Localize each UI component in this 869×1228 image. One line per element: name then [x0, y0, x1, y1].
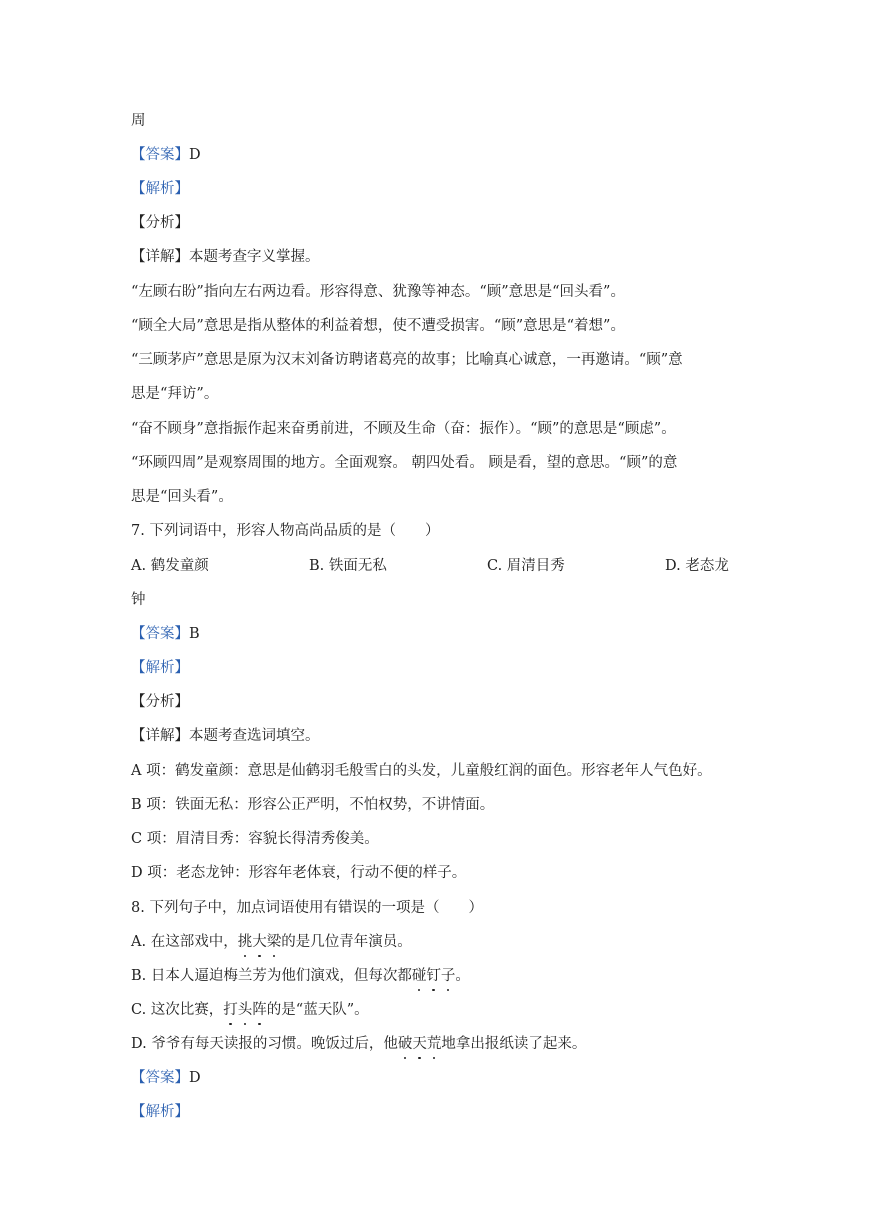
q7-explanation-line: B 项：铁面无私：形容公正严明，不怕权势，不讲情面。 [131, 797, 495, 813]
answer-tag: 【答案】 [131, 147, 189, 163]
q7-option-b: B. 铁面无私 [309, 558, 387, 574]
q8-option-a [131, 932, 751, 952]
dotted-char: 大 [252, 934, 267, 950]
dotted-char: 碰 [411, 968, 427, 984]
q8-stem: 8. 下列句子中，加点词语使用有错误的一项是（ ） [131, 900, 483, 916]
answer-value: D [189, 1070, 201, 1086]
answer-value: B [189, 626, 200, 642]
q6-answer [131, 145, 751, 165]
q6-fenxi-tag: 【分析】 [131, 215, 189, 231]
dotted-char: 梁 [266, 934, 282, 950]
dotted-char: 挑 [237, 934, 253, 950]
q6-xiangjie [131, 247, 751, 267]
q6-jiexi-tag: 【解析】 [131, 181, 189, 197]
q6-explanation-line: 思是“回头看”。 [131, 489, 233, 505]
q7-option-a: A. 鹤发童颜 [131, 558, 209, 574]
q7-explanation-line: C 项：眉清目秀：容貌长得清秀俊美。 [131, 831, 379, 847]
dotted-char: 破 [397, 1036, 413, 1052]
q8-option-c [131, 1000, 751, 1020]
answer-value: D [189, 147, 201, 163]
option-text: 。 [455, 968, 470, 984]
dotted-char: 头 [237, 1002, 253, 1018]
q7-answer [131, 624, 751, 644]
xiangjie-text: 本题考查字义掌握。 [189, 249, 320, 265]
dotted-char: 打 [223, 1002, 238, 1018]
xiangjie-tag: 【详解】 [131, 728, 189, 744]
dotted-char: 钉 [426, 968, 441, 984]
q7-fenxi-tag: 【分析】 [131, 694, 189, 710]
q6-explanation-line: 思是“拜访”。 [131, 386, 219, 402]
option-text: 地拿出报纸读了起来。 [441, 1036, 587, 1052]
q6-explanation-line: “三顾茅庐”意思是原为汉末刘备访聘诸葛亮的故事；比喻真心诚意，一再邀请。“顾”意 [131, 352, 683, 368]
q7-explanation-line: D 项：老态龙钟：形容年老体衰，行动不便的样子。 [131, 865, 467, 881]
q8-jiexi-tag: 【解析】 [131, 1104, 189, 1120]
q7-explanation-line: A 项：鹤发童颜：意思是仙鹤羽毛般雪白的头发，儿童般红润的面色。形容老年人气色好。 [131, 763, 712, 779]
answer-tag: 【答案】 [131, 626, 189, 642]
option-text: A. 在这部戏中， [131, 934, 238, 950]
q7-stem: 7. 下列词语中，形容人物高尚品质的是（ ） [131, 523, 440, 539]
top-fragment: 周 [131, 113, 146, 129]
q6-explanation-line: “顾全大局”意思是指从整体的利益着想，使不遭受损害。“顾”意思是“着想”。 [131, 318, 625, 334]
answer-tag: 【答案】 [131, 1070, 189, 1086]
q8-answer [131, 1068, 751, 1088]
q8-option-b [131, 966, 751, 986]
q7-xiangjie [131, 726, 751, 746]
dotted-char: 子 [440, 968, 456, 984]
dotted-char: 天 [412, 1036, 427, 1052]
dotted-char: 阵 [252, 1002, 267, 1018]
xiangjie-text: 本题考查选词填空。 [189, 728, 320, 744]
q6-explanation-line: “奋不顾身”意指振作起来奋勇前进，不顾及生命（奋：振作）。“顾”的意思是“顾虑”。 [131, 421, 676, 437]
option-text: 的是几位青年演员。 [281, 934, 412, 950]
q6-explanation-line: “环顾四周”是观察周围的地方。全面观察。 朝四处看。 顾是看，望的意思。“顾”的意 [131, 455, 678, 471]
xiangjie-tag: 【详解】 [131, 249, 189, 265]
q8-option-d [131, 1034, 751, 1054]
q7-option-d: D. 老态龙 [665, 558, 729, 574]
q7-option-c: C. 眉清目秀 [487, 558, 565, 574]
option-text: 的是“蓝天队”。 [266, 1002, 369, 1018]
q7-jiexi-tag: 【解析】 [131, 660, 189, 676]
option-text: B. 日本人逼迫梅兰芳为他们演戏，但每次都 [131, 968, 412, 984]
q6-explanation-line: “左顾右盼”指向左右两边看。形容得意、犹豫等神态。“顾”意思是“回头看”。 [131, 284, 625, 300]
option-text: D. 爷爷有每天读报的习惯。晚饭过后，他 [131, 1036, 398, 1052]
option-text: C. 这次比赛， [131, 1002, 224, 1018]
q7-option-wrap: 钟 [131, 592, 146, 608]
dotted-char: 荒 [426, 1036, 442, 1052]
